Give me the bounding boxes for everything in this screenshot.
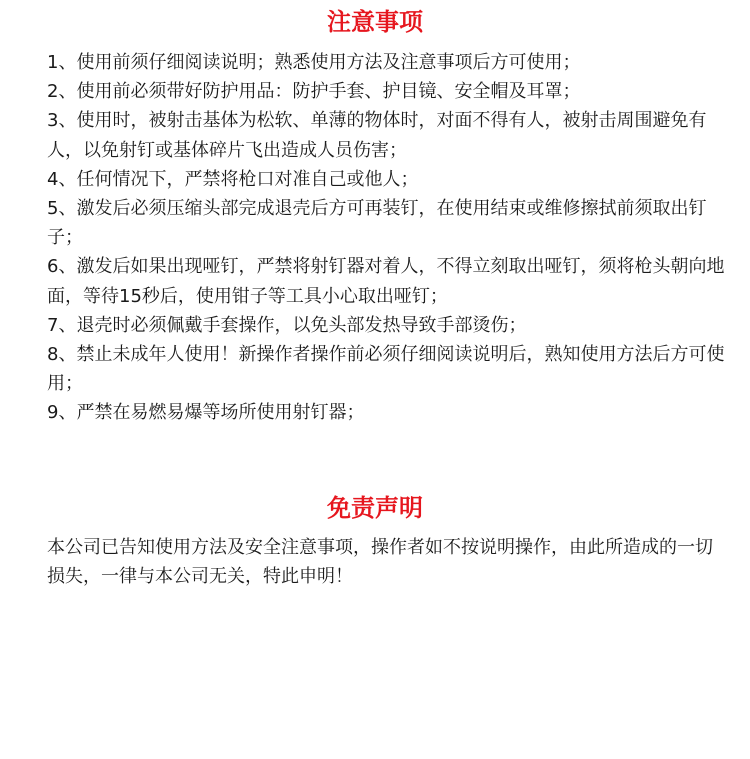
disclaimer-title: 免责声明 xyxy=(327,494,423,522)
notice-item-5: 5、激发后必须压缩头部完成退壳后方可再装钉，在使用结束或维修擦拭前须取出钉子； xyxy=(47,198,707,249)
notice-item-2: 2、使用前必须带好防护用品：防护手套、护目镜、安全帽及耳罩； xyxy=(47,81,581,103)
notice-title: 注意事项 xyxy=(327,8,423,36)
notice-item-1: 1、使用前须仔细阅读说明；熟悉使用方法及注意事项后方可使用； xyxy=(47,52,581,73)
notice-item-9: 9、严禁在易燃易爆等场所使用射钉器； xyxy=(47,402,365,424)
disclaimer-text: 本公司已告知使用方法及安全注意事项，操作者如不按说明操作，由此所造成的一切损失，一律与本公司无关，特此申明！ xyxy=(47,537,713,588)
notice-item-6: 6、激发后如果出现哑钉，严禁将射钉器对着人，不得立刻取出哑钉，须将枪头朝向地面，等待15秒后，使用钳子等工具小心取出哑钉； xyxy=(47,256,725,307)
notice-item-4: 4、任何情况下，严禁将枪口对准自己或他人； xyxy=(47,168,419,190)
notice-list xyxy=(47,48,727,428)
notice-item-8: 8、禁止未成年人使用！新操作者操作前必须仔细阅读说明后，熟知使用方法后方可使用； xyxy=(47,344,725,395)
notice-item-7: 7、退壳时必须佩戴手套操作，以免头部发热导致手部烫伤； xyxy=(47,314,527,336)
notice-item-3: 3、使用时，被射击基体为松软、单薄的物体时，对面不得有人，被射击周围避免有人，以免射钉或基体碎片飞出造成人员伤害； xyxy=(47,110,707,161)
